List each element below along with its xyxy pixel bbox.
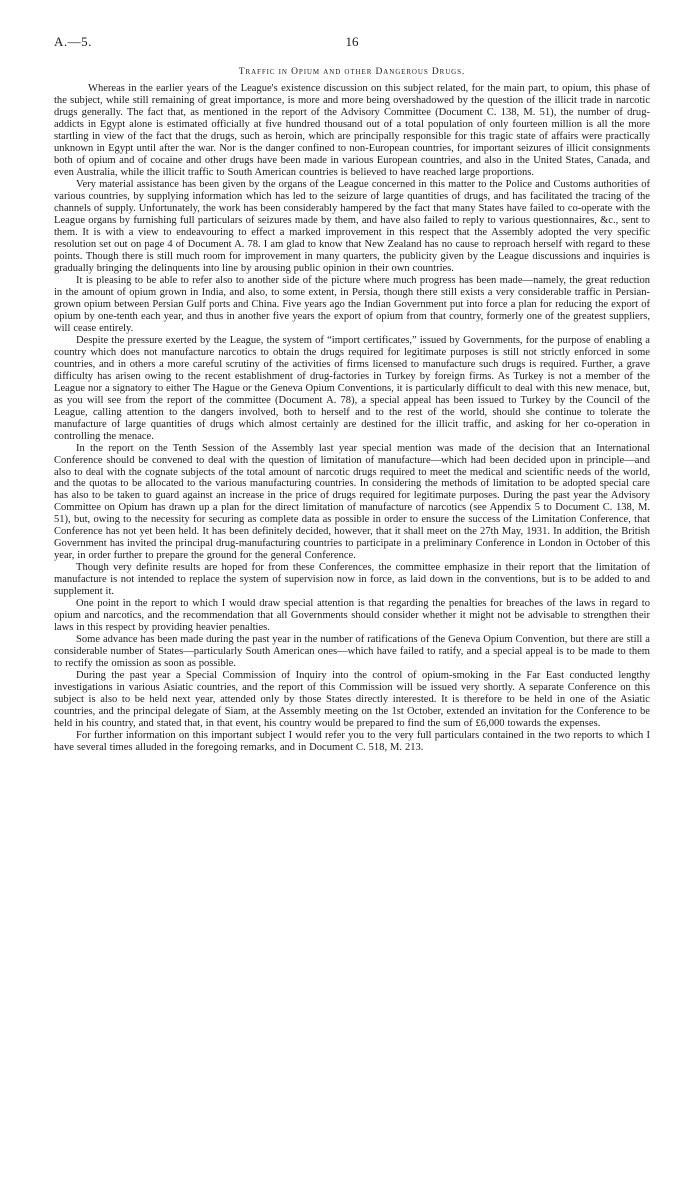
paragraph-8: Some advance has been made during the past year in the number of ratifications of the Geneva Opium Convention, but there are still a considerable number of States—particularly South American ones—which have failed to ratify, and a special appeal is to be made to them to rectify the omission as soon as possible.	[54, 634, 650, 670]
paragraph-1: Whereas in the earlier years of the League's existence discussion on this subject related, for the main part, to opium, this phase of the subject, while still remaining of great importance, is more and more being overshadowed by the question of the illicit trade in narcotic drugs generally. The fact that, as mentioned in the report of the Advisory Committee (Document C. 138, M. 51), the number of drug-addicts in Egypt alone is estimated officially at five hundred thousand out of a total population of only fourteen million is all the more startling in view of the fact that the drugs, such as heroin, which are principally responsible for this tragic state of affairs were practically unknown in Egypt until after the war. Nor is the danger confined to non-European countries, for important seizures of illicit consignments both of opium and of cocaine and other drugs have been made in various European countries, and also in the United States, Canada, and even Australia, while the illicit traffic to South American countries is believed to have reached large proportions.	[54, 83, 650, 178]
page-number: 16	[345, 34, 359, 49]
paragraph-9: During the past year a Special Commission of Inquiry into the control of opium-smoking in the Far East conducted lengthy investigations in various Asiatic countries, and the report of this Commission will be issued very shortly. A separate Conference on this subject is also to be held next year, attended only by those States directly interested. It is therefore to be held in one of the Asiatic countries, and the principal delegate of Siam, at the Assembly meeting on the 1st October, extended an invitation for the Conference to be held in his country, and stated that, in that event, his country would be prepared to find the sum of £6,000 towards the expenses.	[54, 670, 650, 730]
paragraph-7: One point in the report to which I would draw special attention is that regarding the penalties for breaches of the laws in regard to opium and narcotics, and the recommendation that all Governments should consider whether it might not be advisable to strengthen their laws in this respect by providing heavier penalties.	[54, 598, 650, 634]
section-title: Traffic in Opium and other Dangerous Drugs.	[238, 67, 466, 77]
paragraph-10: For further information on this important subject I would refer you to the very full particulars contained in the two reports to which I have several times alluded in the foregoing remarks, and in Document C. 518, M. 213.	[54, 730, 650, 754]
document-reference: A.—5.	[54, 34, 92, 49]
paragraph-4: Despite the pressure exerted by the League, the system of “import certificates,” issued by Governments, for the purpose of enabling a country which does not manufacture narcotics to obtain the drugs required for legitimate purposes is still not strictly enforced in some countries, and in others a more careful scrutiny of the activities of firms licensed to manufacture such drugs is required. Further, a grave difficulty has arisen owing to the recent establishment of drug-factories in Turkey by foreign firms. As Turkey is not a member of the League nor a signatory to either The Hague or the Geneva Opium Conventions, it is particularly difficult to deal with this new menace, but, as you will see from the report of the committee (Document A. 78), a special appeal has been issued to Turkey by the Council of the League, calling attention to the dangers involved, both to herself and to the rest of the world, should she continue to tolerate the manufacture of large quantities of drugs which almost certainly are destined for the illicit traffic, and asking for her co-operation in controlling the menace.	[54, 334, 650, 442]
page-header	[54, 30, 650, 52]
paragraph-3: It is pleasing to be able to refer also to another side of the picture where much progress has been made—namely, the great reduction in the amount of opium grown in India, and also, to some extent, in Persia, though there still exists a very considerable traffic in Persian-grown opium between Persian Gulf ports and China. Five years ago the Indian Government put into force a plan for reducing the export of opium by one-tenth each year, and thus in another five years the export of opium from that country, formerly one of the greatest suppliers, will cease entirely.	[54, 274, 650, 334]
paragraph-2: Very material assistance has been given by the organs of the League concerned in this matter to the Police and Customs authorities of various countries, by supplying information which has led to the seizure of large quantities of drugs, and has facilitated the tracing of the channels of supply. Unfortunately, the work has been considerably hampered by the fact that many States have failed to co-operate with the League organs by furnishing full particulars of seizures made by them, and have also failed to reply to various questionnaires, &c., sent to them. It is with a view to endeavouring to effect a marked improvement in this respect that the Assembly adopted the very specific resolution set out on page 4 of Document A. 78. I am glad to know that New Zealand has no cause to reproach herself with regard to these points. Though there is still much room for improvement in many quarters, the publicity given by the League discussions and inquiries is gradually bringing the delinquents into line by arousing public opinion in their own countries.	[54, 178, 650, 274]
body-text	[54, 83, 650, 754]
paragraph-6: Though very definite results are hoped for from these Conferences, the committee emphasize in their report that the limitation of manufacture is not intended to replace the system of supervision now in force, as laid down in the conventions, but is to be added to and supplement it.	[54, 562, 650, 598]
paragraph-5: In the report on the Tenth Session of the Assembly last year special mention was made of the decision that an International Conference should be convened to deal with the question of limitation of manufacture—which had been decided upon in principle—and also to deal with the cognate subjects of the total amount of narcotic drugs required to meet the medical and scientific needs of the world, and the quotas to be allocated to the various manufacturing countries. In considering the methods of limitation to be adopted special care has also to be taken to guard against an increase in the price of drugs required for legitimate purposes. During the past year the Advisory Committee on Opium has drawn up a plan for the direct limitation of manufacture of narcotics (see Appendix 5 to Document C. 138, M. 51), but, owing to the necessity for securing as complete data as possible in order to ensure the success of the Limitation Conference, that Conference has not yet been held. It has been definitely decided, however, that it shall meet on the 27th May, 1931. In addition, the British Government has invited the principal drug-manufacturing countries to participate in a preliminary Conference in London in October of this year, in order further to prepare the ground for the general Conference.	[54, 442, 650, 562]
